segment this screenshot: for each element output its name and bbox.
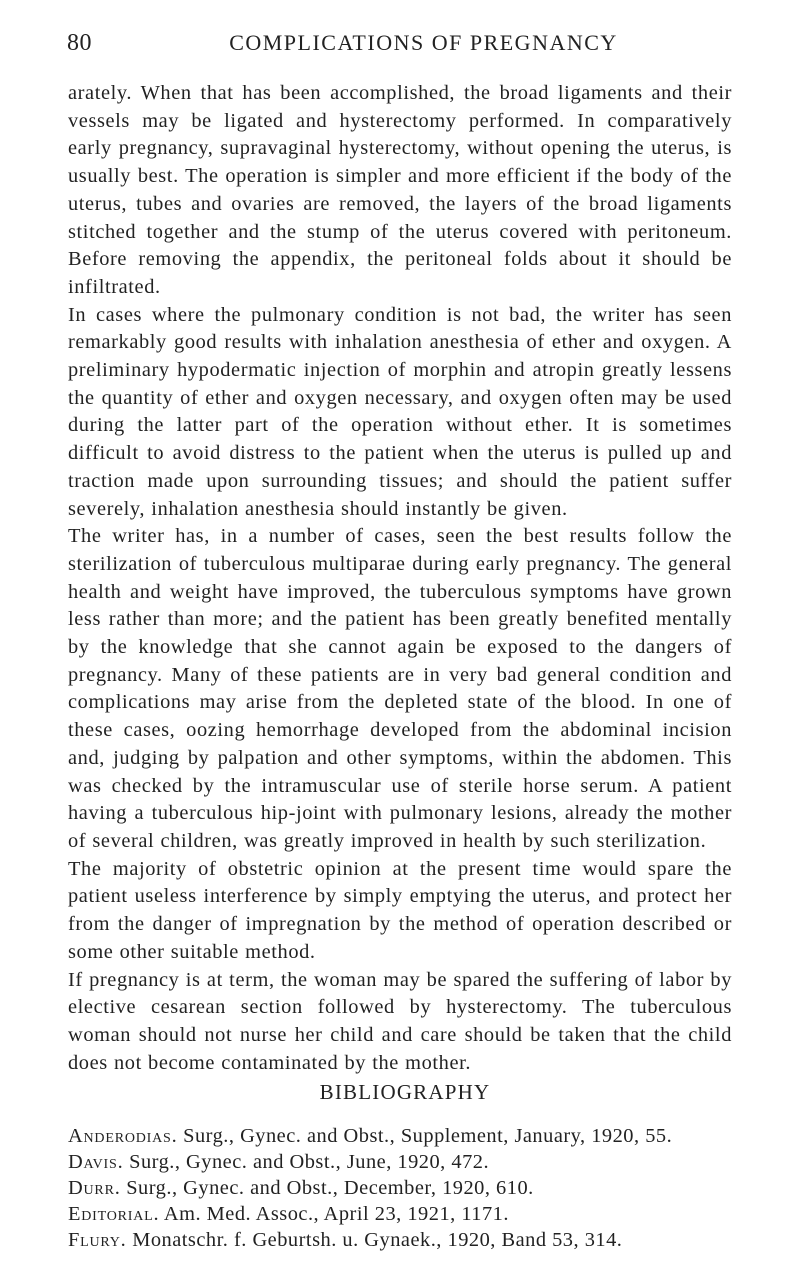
running-title: COMPLICATIONS OF PREGNANCY (229, 30, 618, 55)
bibliography-citation: Surg., Gynec. and Obst., Supplement, January, 1920, 55. (183, 1125, 673, 1147)
bibliography-entry (68, 1227, 748, 1253)
bibliography-author: Davis. (68, 1151, 124, 1173)
bibliography-citation: Surg., Gynec. and Obst., June, 1920, 472. (129, 1151, 490, 1173)
bibliography-entry (68, 1123, 748, 1149)
bibliography-entry (68, 1149, 748, 1175)
bibliography-author: Flury. (68, 1229, 127, 1251)
bibliography-author: Anderodias. (68, 1125, 178, 1147)
bibliography-entry (68, 1201, 748, 1227)
bibliography-citation: Surg., Gynec. and Obst., December, 1920, 610. (126, 1177, 534, 1199)
paragraph-2: In cases where the pulmonary condition is not bad, the writer has seen remarkably good results with inhalation anesthesia of ether and oxygen. A preliminary hypodermatic injection of morphin and atropin greatly lessens the quantity of ether and oxygen necessary, and oxygen often may be used during the latter part of the operation without ether. It is sometimes difficult to avoid distress to the patient when the uterus is pulled up and traction made upon surrounding tissues; and should the patient suffer severely, inhalation anesthesia should instantly be given. (68, 303, 732, 520)
bibliography-author: Durr. (68, 1177, 121, 1199)
bibliography-list (68, 1123, 748, 1253)
paragraph-1: arately. When that has been accomplished, the broad ligaments and their vessels may be ligated and hysterectomy performed. In comparatively early pregnancy, supravaginal hysterectomy, without opening the uterus, is usually best. The operation is simpler and more efficient if the body of the uterus, tubes and ovaries are removed, the layers of the broad ligaments stitched together and the stump of the uterus covered with peritoneum. Before removing the appendix, the peritoneal folds about it should be infiltrated. (68, 82, 732, 298)
bibliography-heading: BIBLIOGRAPHY (319, 1080, 491, 1104)
bibliography-author: Editorial. (68, 1203, 160, 1225)
bibliography-entry (68, 1175, 748, 1201)
bibliography-citation: Monatschr. f. Geburtsh. u. Gynaek., 1920, Band 53, 314. (132, 1229, 623, 1251)
page-number: 80 (67, 30, 92, 56)
paragraph-3: The writer has, in a number of cases, seen the best results follow the sterilization of tuberculous multiparae during early pregnancy. The general health and weight have improved, the tuberculous symptoms have grown less rather than more; and the patient has been greatly benefited mentally by the knowledge that she cannot again be exposed to the dangers of pregnancy. Many of these patients are in very bad general condition and complications may arise from the depleted state of the blood. In one of these cases, oozing hemorrhage developed from the abdominal incision and, judging by palpation and other symptoms, within the abdomen. This was checked by the intramuscular use of sterile horse serum. A patient having a tuberculous hip-joint with pulmonary lesions, already the mother of several children, was greatly improved in health by such sterilization. (68, 525, 732, 852)
paragraph-5: If pregnancy is at term, the woman may be spared the suffering of labor by elective cesarean section followed by hysterectomy. The tuberculous woman should not nurse her child and care should be taken that the child does not become contaminated by the mother. (68, 968, 732, 1074)
running-header (67, 30, 740, 60)
bibliography-citation: Am. Med. Assoc., April 23, 1921, 1171. (163, 1203, 509, 1225)
paragraph-4: The majority of obstetric opinion at the present time would spare the patient useless interference by simply emptying the uterus, and protect her from the danger of impregnation by the method of operation described or some other suitable method. (68, 857, 732, 963)
body-text (68, 80, 732, 1077)
